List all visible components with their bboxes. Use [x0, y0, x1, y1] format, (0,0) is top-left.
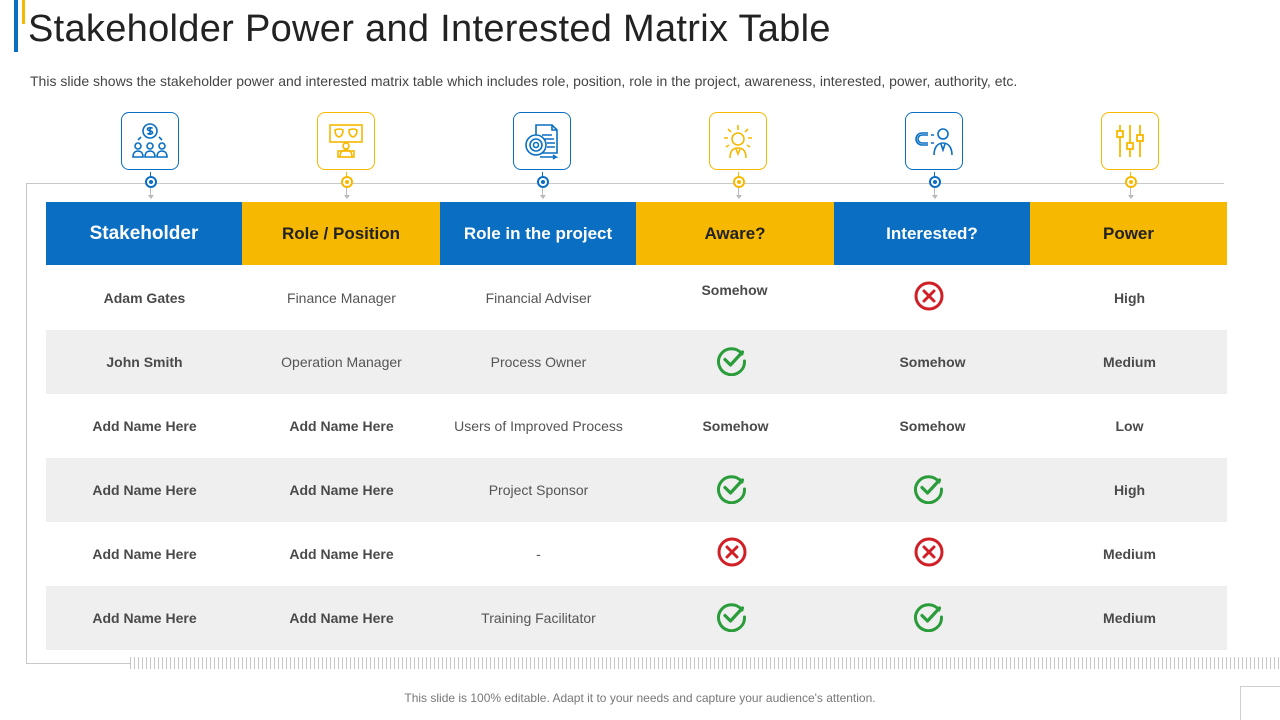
- cell-power: Low: [1115, 418, 1144, 434]
- header-interested: Interested?: [834, 202, 1030, 265]
- frame-line-left: [26, 183, 27, 664]
- connector-dot: [929, 176, 941, 188]
- cell-power: High: [1113, 482, 1146, 498]
- header-stakeholder: Stakeholder: [46, 202, 242, 265]
- cell-power: High: [1113, 290, 1146, 306]
- cell-aware: Somehow: [701, 282, 768, 298]
- cell-stakeholder: Adam Gates: [103, 290, 186, 306]
- header-power: Power: [1030, 202, 1227, 265]
- cell-power: Medium: [1103, 546, 1156, 562]
- footer-note: This slide is 100% editable. Adapt it to your needs and capture your audience's attention.: [404, 691, 876, 705]
- header-role-position: Role / Position: [242, 202, 440, 265]
- check-icon: [637, 458, 834, 522]
- cell-stakeholder: Add Name Here: [92, 610, 197, 626]
- cell-interested: Somehow: [899, 418, 966, 434]
- frame-line-top: [26, 183, 1224, 184]
- table-row: [46, 330, 1227, 394]
- check-icon: [834, 458, 1031, 522]
- cross-icon: [834, 522, 1031, 586]
- document-maze-icon: [513, 112, 571, 170]
- cell-role: Add Name Here: [289, 482, 394, 498]
- hatched-divider: [130, 657, 1280, 669]
- header-aware: Aware?: [636, 202, 834, 265]
- magnet-person-icon: [905, 112, 963, 170]
- cell-role: Finance Manager: [287, 290, 396, 306]
- connector-dot: [733, 176, 745, 188]
- cell-project-role: Process Owner: [490, 354, 587, 370]
- check-icon: [637, 330, 834, 394]
- cell-power: Medium: [1103, 610, 1156, 626]
- connector-dot: [341, 176, 353, 188]
- check-icon: [834, 586, 1031, 650]
- table-row: [46, 458, 1227, 522]
- connector-arrow: [932, 195, 938, 199]
- connector-arrow: [344, 195, 350, 199]
- money-team-icon: [121, 112, 179, 170]
- connector-dot: [145, 176, 157, 188]
- cell-project-role: Users of Improved Process: [454, 418, 623, 434]
- corner-mark-horizontal: [1240, 686, 1280, 687]
- connector-arrow: [148, 195, 154, 199]
- cell-stakeholder: Add Name Here: [92, 546, 197, 562]
- cell-role: Operation Manager: [281, 354, 402, 370]
- title-accent-bar: [14, 0, 18, 52]
- connector-arrow: [736, 195, 742, 199]
- cell-power: Medium: [1103, 354, 1156, 370]
- frame-line-bottom: [26, 663, 130, 664]
- cell-project-role: Financial Adviser: [485, 290, 592, 306]
- cell-role: Add Name Here: [289, 418, 394, 434]
- cell-stakeholder: Add Name Here: [92, 482, 197, 498]
- connector-dot: [1125, 176, 1137, 188]
- cell-stakeholder: Add Name Here: [92, 418, 197, 434]
- cell-interested: Somehow: [899, 354, 966, 370]
- cell-project-role: -: [536, 546, 541, 562]
- connector-dot: [537, 176, 549, 188]
- table-row: [46, 586, 1227, 650]
- table-row: [46, 394, 1227, 458]
- title-accent-bar-secondary: [22, 0, 25, 24]
- cell-aware: Somehow: [702, 418, 769, 434]
- connector-arrow: [540, 195, 546, 199]
- check-icon: [637, 586, 834, 650]
- cell-stakeholder: John Smith: [106, 354, 183, 370]
- presentation-masks-icon: [317, 112, 375, 170]
- cross-icon: [834, 266, 1031, 330]
- sliders-icon: [1101, 112, 1159, 170]
- cell-role: Add Name Here: [289, 546, 394, 562]
- page-subtitle: This slide shows the stakeholder power and interested matrix table which includes role, position, role in the project, awareness, interested, power, authority, etc.: [30, 73, 1018, 89]
- table-row: [46, 266, 1227, 330]
- table-row: [46, 522, 1227, 586]
- idea-person-icon: [709, 112, 767, 170]
- page-title: Stakeholder Power and Interested Matrix Table: [28, 8, 831, 50]
- cross-icon: [637, 522, 834, 586]
- header-role-in-project: Role in the project: [440, 202, 636, 265]
- cell-project-role: Training Facilitator: [481, 610, 596, 626]
- connector-arrow: [1128, 195, 1134, 199]
- cell-role: Add Name Here: [289, 610, 394, 626]
- cell-project-role: Project Sponsor: [488, 482, 589, 498]
